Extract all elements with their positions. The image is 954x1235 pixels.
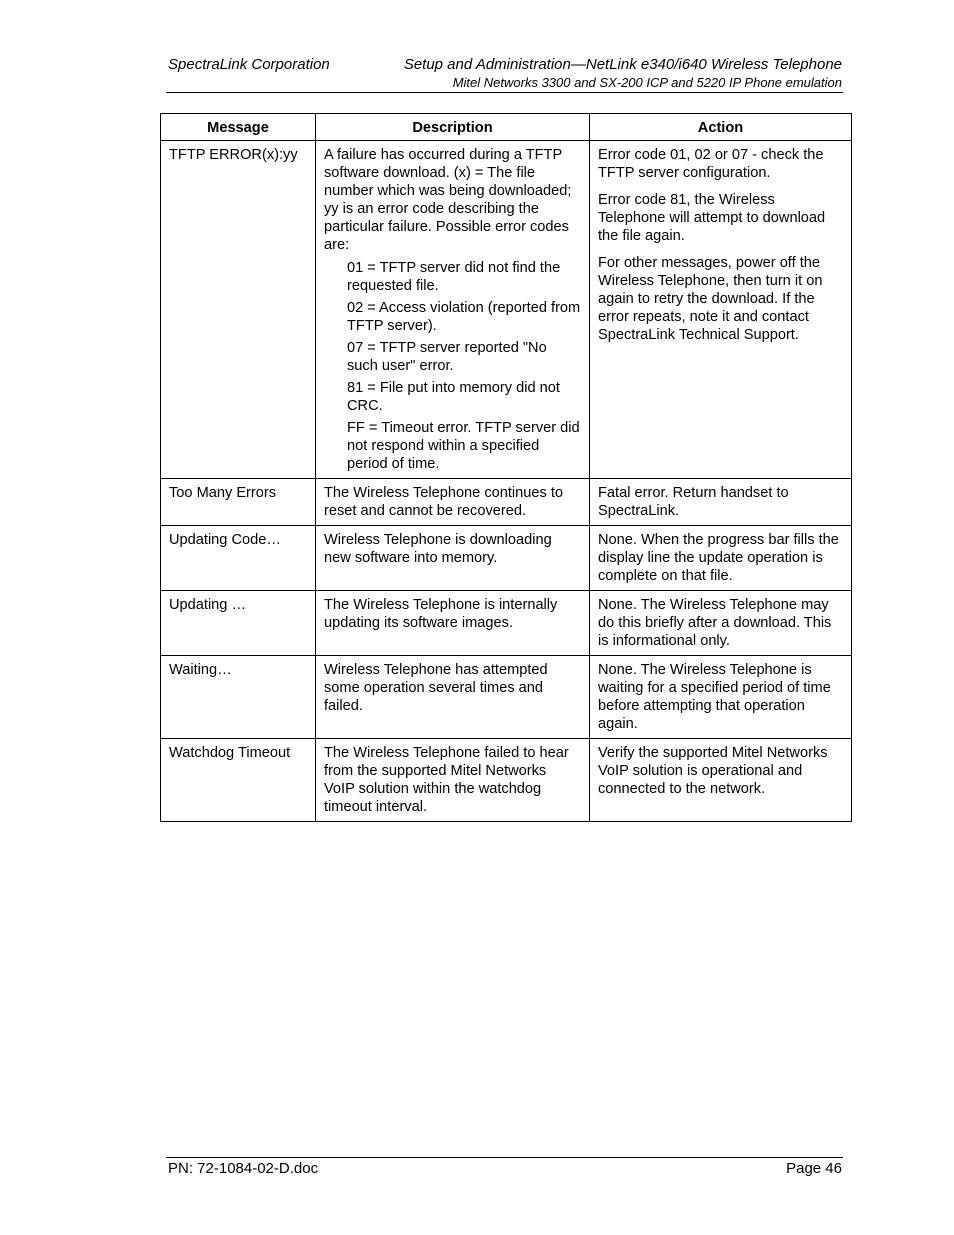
action-text: Verify the supported Mitel Networks VoIP solution is operational and connected to the network.: [598, 745, 828, 797]
error-code-list: [347, 259, 581, 473]
action-text: None. The Wireless Telephone is waiting for a specified period of time before attempting that operation again.: [598, 662, 831, 732]
header-subtitle: Mitel Networks 3300 and SX-200 ICP and 5220 IP Phone emulation: [452, 75, 842, 90]
footer-part-number: PN: 72-1084-02-D.doc: [168, 1160, 319, 1177]
action-cell: [590, 591, 852, 656]
error-code-item: FF = Timeout error. TFTP server did not respond within a specified period of time.: [347, 420, 580, 472]
description-cell: Wireless Telephone has attempted some operation several times and failed.: [316, 656, 590, 739]
column-header-message: Message: [161, 114, 316, 141]
message-cell: Waiting…: [161, 656, 316, 739]
header-title: Setup and Administration—NetLink e340/i640 Wireless Telephone: [403, 56, 842, 73]
description-cell: The Wireless Telephone continues to reset and cannot be recovered.: [316, 479, 590, 526]
action-cell: [590, 656, 852, 739]
column-header-description: Description: [316, 114, 590, 141]
error-code-item: 07 = TFTP server reported "No such user" error.: [347, 340, 547, 374]
header-title-block: [404, 56, 842, 91]
action-text: None. The Wireless Telephone may do this briefly after a download. This is informational only.: [598, 597, 832, 649]
description-text: A failure has occurred during a TFTP software download. (x) = The file number which was being downloaded; yy is an error code describing the particular failure. Possible error codes are:: [324, 147, 572, 253]
messages-table: [160, 113, 852, 822]
error-code-item: 01 = TFTP server did not find the requested file.: [347, 260, 561, 294]
table-row: [161, 526, 852, 591]
action-text: Error code 81, the Wireless Telephone will attempt to download the file again.: [598, 192, 826, 244]
footer-divider: [166, 1157, 843, 1158]
table-row: [161, 141, 852, 479]
action-cell: [590, 739, 852, 822]
message-cell: Updating Code…: [161, 526, 316, 591]
table-row: [161, 479, 852, 526]
action-cell: [590, 526, 852, 591]
message-cell: Too Many Errors: [161, 479, 316, 526]
message-cell: TFTP ERROR(x):yy: [161, 141, 316, 479]
action-text: Error code 01, 02 or 07 - check the TFTP server configuration.: [598, 147, 824, 181]
action-cell: [590, 479, 852, 526]
footer-page-number: Page 46: [786, 1160, 842, 1177]
error-code-item: 02 = Access violation (reported from TFTP server).: [347, 300, 581, 334]
description-cell: Wireless Telephone is downloading new software into memory.: [316, 526, 590, 591]
table-row: [161, 739, 852, 822]
header-company: SpectraLink Corporation: [168, 56, 330, 73]
header-divider: [166, 92, 843, 93]
message-cell: Updating …: [161, 591, 316, 656]
table-row: [161, 656, 852, 739]
action-text: For other messages, power off the Wireless Telephone, then turn it on again to retry the download. If the error repeats, note it and contact SpectraLink Technical Support.: [598, 255, 823, 343]
column-header-action: Action: [590, 114, 852, 141]
action-text: None. When the progress bar fills the display line the update operation is complete on that file.: [598, 532, 839, 584]
action-text: Fatal error. Return handset to SpectraLink.: [598, 485, 789, 519]
description-cell: The Wireless Telephone failed to hear from the supported Mitel Networks VoIP solution within the watchdog timeout interval.: [316, 739, 590, 822]
table-row: [161, 591, 852, 656]
description-cell: The Wireless Telephone is internally updating its software images.: [316, 591, 590, 656]
error-code-item: 81 = File put into memory did not CRC.: [347, 380, 560, 414]
description-cell: [316, 141, 590, 479]
action-cell: [590, 141, 852, 479]
message-cell: Watchdog Timeout: [161, 739, 316, 822]
table-header-row: [161, 114, 852, 141]
